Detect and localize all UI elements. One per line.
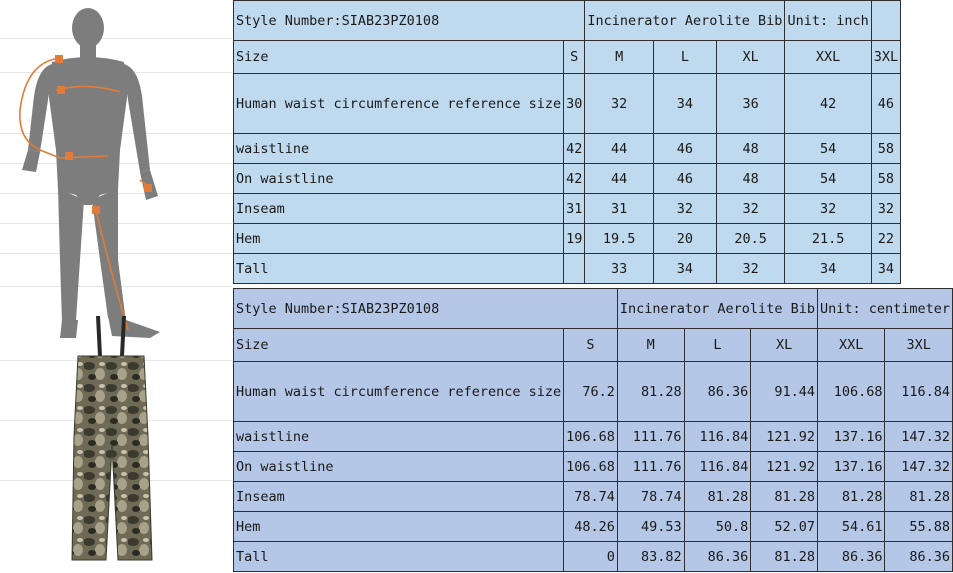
table-cell: 42 (785, 74, 871, 134)
table-cell: 42 (564, 134, 585, 164)
table-cell: 111.76 (617, 452, 684, 482)
table-cell: 86.36 (684, 362, 751, 422)
size-col-header: S (564, 41, 585, 74)
size-col-header: XXL (817, 329, 885, 362)
table-cell: 54.61 (817, 512, 885, 542)
table-cell: 20 (653, 224, 716, 254)
table-cell: 121.92 (751, 452, 818, 482)
row-label: waistline (234, 134, 564, 164)
table-cell: 137.16 (817, 452, 885, 482)
size-col-header: L (653, 41, 716, 74)
table-cell (564, 254, 585, 284)
measurement-illustration (0, 0, 232, 573)
table-cell: 116.84 (885, 362, 953, 422)
table-cell: 22 (871, 224, 900, 254)
row-label: Tall (234, 254, 564, 284)
table-cell: 21.5 (785, 224, 871, 254)
table-cell: 33 (585, 254, 654, 284)
table-cell: 32 (871, 194, 900, 224)
table-cell: 111.76 (617, 422, 684, 452)
product-name: Incinerator Aerolite Bib (617, 289, 817, 329)
size-col-header: XL (751, 329, 818, 362)
table-cell: 34 (653, 254, 716, 284)
table-cell: 31 (564, 194, 585, 224)
table-cell: 32 (716, 254, 785, 284)
table-cell: 30 (564, 74, 585, 134)
row-label: Inseam (234, 194, 564, 224)
table-cell: 91.44 (751, 362, 818, 422)
table-cell: 34 (785, 254, 871, 284)
size-chart-inch (233, 0, 901, 284)
size-col-header: L (684, 329, 751, 362)
table-cell: 46 (653, 134, 716, 164)
table-cell: 34 (653, 74, 716, 134)
size-col-header: M (617, 329, 684, 362)
table-cell: 121.92 (751, 422, 818, 452)
style-number: Style Number:SIAB23PZ0108 (234, 1, 585, 41)
table-cell: 42 (564, 164, 585, 194)
product-name: Incinerator Aerolite Bib (585, 1, 785, 41)
table-cell: 20.5 (716, 224, 785, 254)
table-cell: 32 (785, 194, 871, 224)
table-cell: 32 (653, 194, 716, 224)
table-cell: 50.8 (684, 512, 751, 542)
row-label: Tall (234, 542, 564, 572)
unit-label: Unit: centimeter (817, 289, 952, 329)
table-cell: 86.36 (885, 542, 953, 572)
table-cell: 116.84 (684, 422, 751, 452)
table-cell: 86.36 (817, 542, 885, 572)
table-cell: 116.84 (684, 452, 751, 482)
size-col-header: 3XL (871, 41, 900, 74)
row-label: Hem (234, 224, 564, 254)
table-cell: 78.74 (564, 482, 618, 512)
table-cell: 81.28 (751, 482, 818, 512)
table-cell: 44 (585, 164, 654, 194)
table-cell: 19 (564, 224, 585, 254)
table-cell: 32 (716, 194, 785, 224)
table-cell: 48 (716, 134, 785, 164)
row-label: On waistline (234, 164, 564, 194)
size-header: Size (234, 329, 564, 362)
table-cell: 86.36 (684, 542, 751, 572)
table-cell: 44 (585, 134, 654, 164)
table-cell: 137.16 (817, 422, 885, 452)
row-label: Human waist circumference reference size (234, 74, 564, 134)
table-cell: 106.68 (817, 362, 885, 422)
table-cell: 46 (653, 164, 716, 194)
table-cell: 48 (716, 164, 785, 194)
table-cell: 32 (585, 74, 654, 134)
size-col-header: XXL (785, 41, 871, 74)
row-label: On waistline (234, 452, 564, 482)
table-cell: 0 (564, 542, 618, 572)
size-col-header: S (564, 329, 618, 362)
table-cell: 54 (785, 164, 871, 194)
table-cell: 81.28 (617, 362, 684, 422)
table-cell: 81.28 (885, 482, 953, 512)
unit-label: Unit: inch (785, 1, 871, 41)
row-label: Human waist circumference reference size (234, 362, 564, 422)
table-cell: 147.32 (885, 452, 953, 482)
table-cell: 58 (871, 164, 900, 194)
table-cell: 83.82 (617, 542, 684, 572)
size-col-header: XL (716, 41, 785, 74)
table-cell: 147.32 (885, 422, 953, 452)
table-cell: 81.28 (684, 482, 751, 512)
table-cell: 81.28 (751, 542, 818, 572)
table-cell: 81.28 (817, 482, 885, 512)
style-number: Style Number:SIAB23PZ0108 (234, 289, 618, 329)
size-header: Size (234, 41, 564, 74)
empty-cell (871, 1, 900, 41)
table-cell: 54 (785, 134, 871, 164)
table-cell: 106.68 (564, 452, 618, 482)
table-cell: 34 (871, 254, 900, 284)
table-cell: 31 (585, 194, 654, 224)
table-cell: 48.26 (564, 512, 618, 542)
table-cell: 76.2 (564, 362, 618, 422)
bib-pants-image (62, 316, 160, 562)
human-figure-icon (0, 0, 232, 345)
size-col-header: 3XL (885, 329, 953, 362)
table-cell: 58 (871, 134, 900, 164)
row-label: Inseam (234, 482, 564, 512)
table-cell: 19.5 (585, 224, 654, 254)
row-label: Hem (234, 512, 564, 542)
table-cell: 46 (871, 74, 900, 134)
table-cell: 49.53 (617, 512, 684, 542)
table-cell: 106.68 (564, 422, 618, 452)
table-cell: 55.88 (885, 512, 953, 542)
size-chart-centimeter (233, 288, 953, 572)
table-cell: 78.74 (617, 482, 684, 512)
table-cell: 52.07 (751, 512, 818, 542)
table-cell: 36 (716, 74, 785, 134)
size-col-header: M (585, 41, 654, 74)
row-label: waistline (234, 422, 564, 452)
